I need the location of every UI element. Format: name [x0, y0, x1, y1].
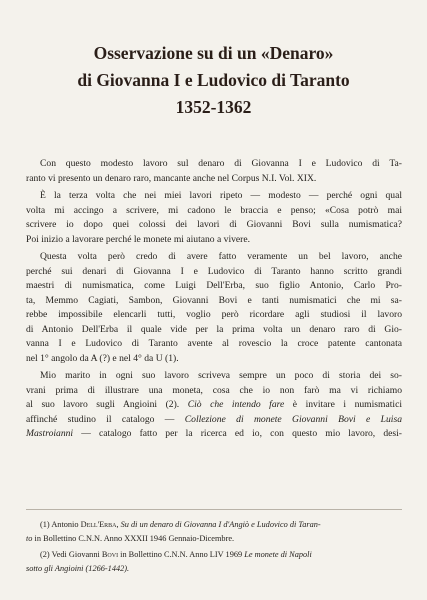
text-line: È la terza volta che nei miei lavori ripeto — modesto — perché ogni qual — [40, 190, 402, 201]
text-line — [26, 427, 402, 442]
paragraph-3 — [26, 250, 402, 366]
text-line — [26, 548, 402, 562]
text-line: Questa volta però credo di avere fatto veramente un bel lavoro, anche — [40, 251, 402, 262]
text-line — [26, 532, 402, 546]
title-line-2: di Giovanna I e Ludovico di Taranto — [77, 70, 350, 90]
text-line: Con questo modesto lavoro sul denaro di Giovanna I e Ludovico di Ta- — [40, 158, 402, 169]
text-line: rebbe impossibile elencarli tutti, voglio però ricordare agli studiosi il lavoro — [26, 309, 402, 320]
footnote-2 — [26, 548, 402, 575]
text-span: affinché studino il catalogo — — [26, 413, 175, 425]
text-line: perché sui denari di Giovanna I e Ludovico di Taranto hanno scritto grandi — [26, 265, 402, 277]
footnote-1 — [26, 518, 402, 545]
text-span: al suo lavoro sugli Angioini (2). — [26, 399, 180, 410]
text-line — [26, 398, 402, 413]
paragraph-1 — [26, 157, 402, 186]
text-line: scrivere io dopo quei colossi dei lavori di Giovanni Bovi sulla numismatica? — [26, 219, 402, 230]
article-title — [20, 40, 407, 121]
author-last: Dell'Erba — [80, 520, 117, 529]
citation-lead: Vedi Giovanni — [51, 550, 100, 559]
text-span: è invitare i numismatici — [284, 399, 403, 410]
text-line: Poi inizio a lavorare perché le monete mi aiutano a vivere. — [26, 233, 251, 245]
italic-title: Collezione di monete Giovanni Bovi e Luisa — [184, 413, 402, 425]
author-first: Antonio — [51, 520, 79, 529]
author-last: Bovi — [101, 550, 119, 559]
citation-mid: in Bollettino C.N.N. Anno LIV 1969 — [118, 550, 245, 559]
paragraph-2 — [26, 189, 402, 247]
text-line: ranto vi presento un denaro raro, mancante anche nel Corpus N.I. Vol. XIX. — [26, 172, 317, 184]
cited-title: Le monete di Napoli — [244, 550, 312, 559]
text-line: nel 1° angolo da A (?) e nel 4° da U (1). — [26, 352, 179, 364]
footnotes — [26, 518, 402, 578]
cited-title-cont: to — [26, 533, 33, 543]
text-span: — catalogo fatto per la ricerca ed io, con questo mio lavoro, desi- — [73, 428, 402, 439]
text-line: maestri di numismatica, come Luigi Dell'Erba, suo figlio Antonio, Carlo Pro- — [26, 280, 402, 291]
italic-phrase: Ciò che intendo fare — [187, 399, 285, 410]
text-line: vrani prima di illustrare una moneta, cosa che io non farò ma vi richiamo — [26, 384, 402, 396]
text-line: volta mi accingo a scrivere, mi cadono le braccia e penso; «Cosa potrò mai — [26, 204, 402, 216]
text-line — [26, 562, 402, 576]
cited-title-cont: sotto gli Angioini (1266-1442). — [26, 563, 130, 573]
footnote-divider — [26, 509, 402, 510]
text-line: vanna I e Ludovico di Taranto avente al rovescio la croce patente cantonata — [26, 338, 402, 349]
title-line-3: 1352-1362 — [175, 97, 252, 117]
cited-title: Su di un denaro di Giovanna I d'Angiò e Ludovico di Taran- — [120, 520, 321, 529]
text-line: di Antonio Dell'Erba il quale vide per la prima volta un denaro raro di Gio- — [26, 323, 402, 335]
citation-rest: in Bollettino C.N.N. Anno XXXII 1946 Gennaio-Dicembre. — [32, 533, 235, 543]
text-line: Mio marito in ogni suo lavoro scriveva sempre un poco di storia dei so- — [40, 370, 402, 381]
title-line-1: Osservazione su di un «Denaro» — [93, 43, 334, 63]
text-line — [26, 413, 402, 428]
text-line: (1) Antonio Dell'Erba, Su di un denaro di Giovanna I d'Angiò e Ludovico di Taran- — [40, 520, 321, 529]
text-line: ta, Memmo Cagiati, Sambon, Giovanni Bovi e tanti numismatici che mi sa- — [26, 294, 402, 306]
article-body — [26, 157, 402, 445]
paragraph-4 — [26, 369, 402, 442]
footnote-number: (2) — [40, 550, 50, 559]
italic-title: Mastroianni — [26, 428, 74, 439]
footnote-number: (1) — [40, 520, 50, 529]
